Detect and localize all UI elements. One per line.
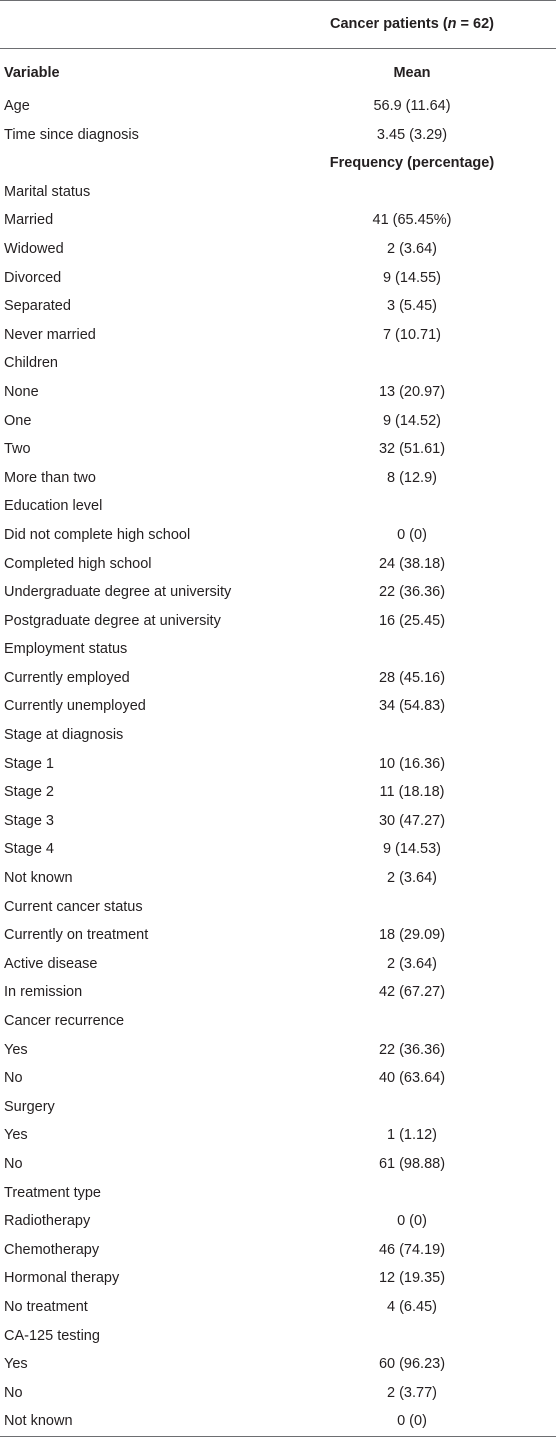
row-value	[268, 492, 556, 521]
row-label: No	[4, 1384, 23, 1401]
table-row	[0, 607, 556, 636]
row-label: Marital status	[4, 183, 91, 200]
row-value: 22 (36.36)	[378, 584, 446, 601]
row-value: 8 (12.9)	[387, 469, 437, 486]
row-label: Separated	[4, 298, 71, 315]
table-row	[0, 1379, 556, 1408]
table-row	[0, 1236, 556, 1265]
row-label: Active disease	[4, 955, 98, 972]
row-value: 32 (51.61)	[378, 441, 446, 458]
row-value: 41 (65.45%)	[372, 212, 452, 229]
table-row	[0, 921, 556, 950]
table-row	[0, 893, 556, 922]
row-label: Cancer recurrence	[4, 1013, 125, 1029]
row-value: 42 (67.27)	[378, 984, 446, 1001]
row-label: Undergraduate degree at university	[4, 584, 232, 601]
table-row	[0, 664, 556, 693]
table-row	[0, 349, 556, 378]
row-label: Completed high school	[4, 555, 152, 572]
table-row	[0, 778, 556, 807]
row-value: 28 (45.16)	[378, 669, 446, 686]
table-row	[0, 321, 556, 350]
row-label: Postgraduate degree at university	[4, 612, 221, 629]
row-value: 2 (3.64)	[387, 870, 437, 887]
row-label: Time since diagnosis	[4, 126, 139, 143]
row-label: Children	[4, 355, 58, 372]
row-label: No	[4, 1070, 23, 1087]
row-value: 2 (3.77)	[387, 1384, 437, 1401]
group-header	[268, 1, 556, 49]
row-label: Treatment type	[4, 1184, 101, 1201]
row-value: 0 (0)	[397, 526, 427, 543]
row-value: 2 (3.64)	[387, 955, 437, 972]
row-value: 3.45 (3.29)	[376, 126, 448, 143]
table-row	[0, 92, 556, 121]
row-value: 16 (25.45)	[378, 612, 446, 629]
row-label: Variable	[4, 65, 60, 81]
table-row	[0, 1207, 556, 1236]
table-row	[0, 1150, 556, 1179]
row-label: Stage 1	[4, 755, 54, 772]
row-value: 3 (5.45)	[387, 298, 437, 315]
row-value: 18 (29.09)	[378, 927, 446, 944]
row-value: 30 (47.27)	[378, 812, 446, 829]
row-value	[268, 1179, 556, 1208]
row-label: Stage at diagnosis	[4, 727, 124, 744]
table-row	[0, 206, 556, 235]
row-value	[268, 349, 556, 378]
row-value: 13 (20.97)	[378, 383, 446, 400]
row-value: Frequency (percentage)	[329, 155, 495, 172]
table-row	[0, 521, 556, 550]
row-value	[268, 178, 556, 207]
table-row	[0, 635, 556, 664]
row-value: 46 (74.19)	[378, 1241, 446, 1258]
row-label: Divorced	[4, 269, 62, 286]
row-value: 10 (16.36)	[378, 755, 446, 772]
table-row	[0, 435, 556, 464]
row-value: 60 (96.23)	[378, 1356, 446, 1373]
row-label: Widowed	[4, 240, 64, 257]
row-label: Married	[4, 212, 54, 229]
table-row	[0, 49, 556, 93]
table-row	[0, 1036, 556, 1065]
row-label: More than two	[4, 469, 96, 486]
table-row	[0, 1293, 556, 1322]
row-value: 9 (14.52)	[382, 412, 442, 429]
row-label: Education level	[4, 498, 103, 515]
row-label: Employment status	[4, 641, 128, 658]
table-row	[0, 550, 556, 579]
row-label: None	[4, 383, 39, 400]
table-row	[0, 807, 556, 836]
table-row	[0, 1093, 556, 1122]
table-row	[0, 178, 556, 207]
table-row	[0, 407, 556, 436]
row-value	[268, 893, 556, 922]
row-value: 40 (63.64)	[378, 1070, 446, 1087]
row-label: In remission	[4, 984, 83, 1001]
table-row	[0, 378, 556, 407]
table-row	[0, 149, 556, 178]
table-body	[0, 49, 556, 1437]
row-value	[268, 635, 556, 664]
row-label: Yes	[4, 1041, 28, 1058]
row-value: 9 (14.55)	[382, 269, 442, 286]
table-row	[0, 464, 556, 493]
row-value: 1 (1.12)	[387, 1127, 437, 1144]
row-value: 11 (18.18)	[379, 784, 445, 801]
row-label: Stage 4	[4, 841, 54, 858]
row-label: Did not complete high school	[4, 526, 191, 543]
row-label: Currently on treatment	[4, 927, 149, 944]
row-label: No	[4, 1155, 23, 1172]
row-value: 7 (10.71)	[382, 326, 442, 343]
row-label: One	[4, 412, 32, 429]
table-row	[0, 578, 556, 607]
table-row	[0, 1264, 556, 1293]
row-label: Current cancer status	[4, 898, 143, 915]
table-row	[0, 492, 556, 521]
row-label: No treatment	[4, 1298, 88, 1315]
row-label	[0, 149, 268, 178]
row-label: Hormonal therapy	[4, 1270, 120, 1287]
row-label: Surgery	[4, 1098, 55, 1115]
row-label: Currently unemployed	[4, 698, 146, 715]
table-row	[0, 692, 556, 721]
table-row	[0, 1121, 556, 1150]
row-value: 2 (3.64)	[387, 240, 437, 257]
n-value: = 62)	[456, 16, 494, 32]
row-label: Never married	[4, 326, 96, 343]
row-value: 0 (0)	[268, 1407, 556, 1436]
row-value	[268, 721, 556, 750]
row-value: 56.9 (11.64)	[373, 98, 451, 114]
table-row	[0, 1322, 556, 1351]
group-label: Cancer patients (	[330, 16, 448, 32]
row-value: Mean	[393, 65, 431, 81]
row-value: 22 (36.36)	[378, 1041, 446, 1058]
table-row	[0, 235, 556, 264]
row-label: Two	[4, 441, 31, 458]
table-row	[0, 1179, 556, 1208]
row-label: CA-125 testing	[4, 1327, 100, 1344]
row-label: Yes	[4, 1356, 28, 1373]
row-label: Yes	[4, 1127, 28, 1144]
row-value: 0 (0)	[397, 1213, 427, 1230]
row-label: Not known	[0, 1407, 268, 1436]
table-row	[0, 1350, 556, 1379]
row-label: Age	[4, 98, 30, 114]
table-row	[0, 292, 556, 321]
header-blank-cell	[0, 1, 268, 49]
row-value	[268, 1093, 556, 1122]
table-row	[0, 835, 556, 864]
table-row	[0, 1007, 556, 1036]
table-row	[0, 721, 556, 750]
row-label: Stage 2	[4, 784, 54, 801]
row-value: 34 (54.83)	[378, 698, 446, 715]
table-row	[0, 864, 556, 893]
row-label: Radiotherapy	[4, 1213, 91, 1230]
table-row	[0, 950, 556, 979]
table-row	[0, 121, 556, 150]
row-value: 9 (14.53)	[382, 841, 442, 858]
table-row	[0, 978, 556, 1007]
row-value: 61 (98.88)	[378, 1155, 446, 1172]
row-label: Currently employed	[4, 669, 130, 686]
row-value: 4 (6.45)	[387, 1298, 437, 1315]
table-header-row	[0, 1, 556, 49]
row-value	[268, 1007, 556, 1036]
table-row	[0, 1064, 556, 1093]
row-label: Chemotherapy	[4, 1241, 100, 1258]
row-label: Not known	[4, 870, 73, 887]
row-label: Stage 3	[4, 812, 54, 829]
table-row	[0, 264, 556, 293]
table-row	[0, 750, 556, 779]
n-symbol: n	[447, 16, 457, 32]
row-value: 12 (19.35)	[378, 1270, 446, 1287]
row-value	[268, 1322, 556, 1351]
row-value: 24 (38.18)	[378, 555, 446, 572]
